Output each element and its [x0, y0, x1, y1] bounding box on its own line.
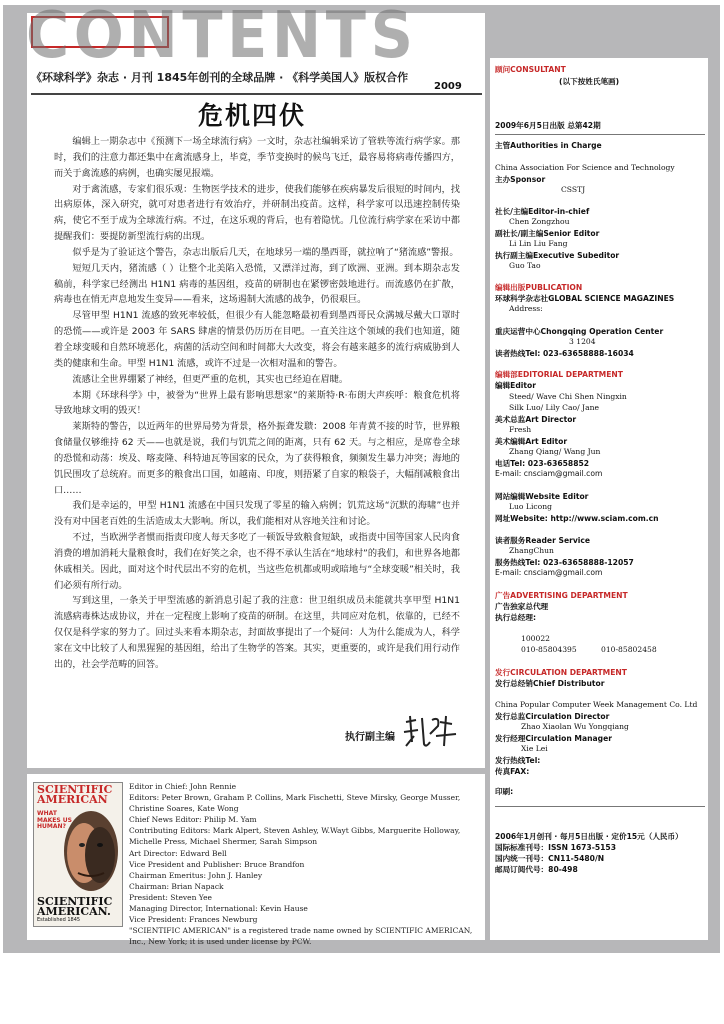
staff-line: "SCIENTIFIC AMERICAN" is a registered trade name owned by SCIENTIFIC AMERICAN, Inc., New York; it is used under license by PCW. [129, 926, 473, 947]
cn-line: 国内统一刊号：CN11-5480/N [495, 854, 605, 863]
circulation-director-names: Zhao Xiaolan Wu Yongqiang [521, 722, 629, 731]
distributor-name: China Popular Computer Week Management Co. Ltd [495, 700, 698, 709]
editors-row: Steed/ Wave Chi Shen Ningxin [509, 392, 627, 401]
header-rule [31, 93, 482, 95]
chongqing-numbers: 3 1204 [569, 337, 596, 346]
editorial-paragraph: 编辑上一期杂志中《预测下一场全球流行病》一文时，杂志社编辑采访了管轶等流行病学家。那时，我们的注意力都还集中在禽流感身上，毕竟，季节变换时的候鸟飞迁，最容易将病毒传播四方，而关于禽流感的病例，也确实屡见报端。 [54, 136, 460, 179]
reader-hotline: 读者热线Tel: 023-63658888-16034 [495, 349, 634, 358]
sponsor-label: 主办Sponsor [495, 175, 546, 184]
circulation-manager-label: 发行经理Circulation Manager [495, 734, 612, 743]
issue-line: 2009年6月5日出版 总第42期 [495, 121, 601, 130]
circulation-manager-name: Xie Lei [521, 744, 548, 753]
website-line: 网址Website: http://www.sciam.com.cn [495, 514, 659, 523]
editors-row: Silk Luo/ Lily Cao/ Jane [509, 403, 599, 412]
divider [495, 134, 705, 135]
postcode: 100022 [521, 634, 550, 643]
exec-subeditor-label: 执行副主编Executive Subeditor [495, 251, 620, 260]
reader-service-label: 读者服务Reader Service [495, 536, 591, 545]
authorities-label: 主管Authorities in Charge [495, 141, 602, 150]
handwritten-signature [400, 712, 460, 752]
price-line: 2006年1月创刊 · 每月5日出版 · 定价15元（人民币） [495, 832, 683, 841]
eic-label: 社长/主编Editor-in-chief [495, 207, 590, 216]
address-label: Address: [509, 304, 543, 313]
editorial-phone: 电话Tel: 023-63658852 [495, 459, 590, 468]
editorial-dept-heading: 编辑部EDITORIAL DEPARTMENT [495, 370, 623, 379]
staff-line: Art Director: Edward Bell [129, 848, 227, 858]
chimp-human-face-image [62, 807, 120, 895]
cover-title: SCIENTIFIC AMERICAN [37, 783, 113, 806]
eic-name: Chen Zongzhou [509, 217, 570, 226]
fax-label: 传真FAX: [495, 767, 530, 776]
banner-year: 2009 [434, 81, 462, 92]
issn-line: 国际标准刊号：ISSN 1673-5153 [495, 843, 616, 852]
publisher-name: 环球科学杂志社GLOBAL SCIENCE MAGAZINES [495, 294, 675, 303]
circulation-tel: 发行热线Tel: [495, 756, 541, 765]
cover-bottom-title: SCIENTIFIC AMERICAN. [37, 895, 113, 918]
cover-tagline: WHAT MAKES US HUMAN? [37, 810, 72, 830]
staff-line: President: Steven Yee [129, 892, 212, 902]
service-hotline: 服务热线Tel: 023-63658888-12057 [495, 558, 634, 567]
reader-service-name: ZhangChun [509, 546, 554, 555]
art-director-name: Fresh [509, 425, 532, 434]
web-editor-label: 网站编辑Website Editor [495, 492, 589, 501]
staff-line: Editors: Peter Brown, Graham P. Collins, Mark Fischetti, Steve Mirsky, George Musser, Christine Soares, Kate Wong [129, 793, 461, 814]
chongqing-center: 重庆运营中心Chongqing Operation Center [495, 327, 664, 336]
printing-label: 印刷: [495, 787, 514, 796]
circulation-director-label: 发行总监Circulation Director [495, 712, 610, 721]
art-director-label: 美术总监Art Director [495, 415, 577, 424]
editorial-paragraph: 似乎是为了验证这个警告，杂志出版后几天，在地球另一端的墨西哥，就拉响了“猪流感”警报。 [72, 246, 459, 258]
editorial-paragraph: 尽管甲型 H1N1 流感的致死率较低，但很少有人能忽略最初看到墨西哥民众满城尽戴大口罩时的恐慌——或许是 2003 年 SARS 肆虐的情景仍历历在目吧。一直关注这个领域的我们也知道，随着全球变暖和自然环境恶化，病菌的活动空间和时间都大大改变，将会有越来越多的流行病威胁到人类的健康和生命。甲型 H1N1 流感，或许不过是一次相对温和的警告。 [54, 310, 460, 369]
staff-line: Editor in Chief: John Rennie [129, 782, 237, 791]
art-editor-label: 美术编辑Art Editor [495, 437, 568, 446]
postal-code-line: 邮局订阅代号：80-498 [495, 865, 578, 874]
editorial-paragraph: 不过，当欧洲学者惯而指责印度人每天多吃了一顿饭导致粮食短缺，或指责中国等国家人民肉食消费的增加消耗大量粮食时，我们在好笑之余，也不得不承认生活在“地球村”的我们，和世界各地都休戚相关。因此，面对这个时代层出不穷的危机，当这些危机都或明或暗地与“全球变暖”相关时，我们必须有所行动。 [54, 532, 460, 591]
association-name: China Association For Science and Technology [495, 163, 675, 172]
ad-tel-1: 010-85804395 [521, 645, 577, 654]
editorial-body [54, 134, 460, 673]
editorial-paragraph: 短短几天内，猪流感（ ）让整个北美陷入恐慌，又漂洋过海，到了欧洲、亚洲。到本期杂志发稿前，科学家已经测出 H1N1 病毒的基因组，疫苗的研制也在紧锣密鼓地进行。而流感仍在扩散，病毒也在悄无声息地发生变异——看来，这场遏制大流感的战争，仍很艰巨。 [54, 262, 460, 306]
ad-agent-label: 广告独家总代理 [495, 602, 549, 611]
signature-label: 执行副主编 [345, 732, 395, 743]
editorial-paragraph: 对于禽流感，专家们很乐观：生物医学技术的进步，使我们能够在疾病暴发后很短的时间内，找出病原体，深入研究，就可对患者进行有效治疗，并研制出疫苗。这样，科学家可以迅速控制传染病，使它不至于成为全球流行病。不过，在这乐观的背后，也有着隐忧。几位流行病学家在采访中都提醒我们：要提防新型流行病的出现。 [54, 183, 460, 243]
web-editor-name: Luo Licong [509, 502, 552, 511]
divider [495, 806, 705, 807]
staff-line: Contributing Editors: Mark Alpert, Steven Ashley, W.Wayt Gibbs, Marguerite Holloway, Michelle Press, Michael Shermer, Sarah Simpson [129, 826, 461, 847]
consultant-note: (以下按姓氏笔画) [559, 77, 620, 86]
staff-line: Chairman: Brian Napack [129, 881, 224, 891]
editorial-paragraph: 流感让全世界绷紧了神经，但更严重的危机，其实也已经迫在眉睫。 [72, 373, 349, 385]
staff-credits-english [129, 781, 477, 947]
magazine-banner: 《环球科学》杂志 · 月刊 1845年创刊的全球品牌 · 《科学美国人》版权合作 [31, 71, 409, 84]
staff-line: Chief News Editor: Philip M. Yam [129, 815, 257, 825]
exec-subeditor-name: Guo Tao [509, 261, 541, 270]
ad-exec-label: 执行总经理: [495, 613, 537, 622]
publication-heading: 编辑出版PUBLICATION [495, 283, 583, 292]
circulation-heading: 发行CIRCULATION DEPARTMENT [495, 668, 627, 677]
staff-line: Vice President and Publisher: Bruce Brandfon [129, 859, 305, 869]
ad-tel-2: 010-85802458 [601, 645, 657, 654]
editorial-paragraph: 本期《环球科学》中，被誉为“世界上最有影响思想家”的莱斯特·R·布朗大声疾呼：粮食危机将导致地球文明的毁灭！ [54, 389, 460, 417]
consultant-heading: 顾问CONSULTANT [495, 65, 566, 74]
editorial-email: E-mail: cnsciam@gmail.com [495, 469, 603, 478]
senior-editor-label: 副社长/副主编Senior Editor [495, 229, 600, 238]
contents-heading: CONTENTS [26, 0, 418, 73]
editorial-paragraph: 写到这里，一条关于甲型流感的新消息引起了我的注意：世卫组织成员未能就共享甲型 H1N1 流感病毒株达成协议，并在一定程度上影响了疫苗的研制。在这里，共同应对危机，依靠的，已经不仅仅是科学家的努力了。回过头来看本期杂志，封面故事提出了一个疑问：人为什么能成为人，科学家在文中比较了人和黑猩猩的基因组，给出了生物学的答案。其实，更重要的，或许是我们用行动作出的，社会学范畴的回答。 [54, 595, 460, 670]
sponsor-value: CSSTJ [561, 185, 586, 194]
service-email: E-mail: cnsciam@gmail.com [495, 568, 603, 577]
staff-line: Managing Director, International: Kevin Hause [129, 904, 308, 914]
advertising-heading: 广告ADVERTISING DEPARTMENT [495, 591, 628, 600]
senior-editor-names: Li Lin Liu Fang [509, 239, 568, 248]
staff-line: Vice President: Frances Newburg [129, 915, 258, 925]
editorial-headline: 危机四伏 [198, 101, 307, 130]
cover-established: Established 1845 [37, 917, 81, 923]
staff-line: Chairman Emeritus: John J. Hanley [129, 870, 263, 880]
magazine-cover-thumbnail [33, 782, 123, 927]
chief-distributor-label: 发行总经销Chief Distributor [495, 679, 605, 688]
editorial-paragraph: 我们是幸运的，甲型 H1N1 流感在中国只发现了零星的输入病例；饥荒这场“沉默的海啸”也并没有对中国老百姓的生活造成太大影响。所以，我们能相对从容地关注和讨论。 [54, 500, 460, 528]
art-editor-names: Zhang Qiang/ Wang Jun [509, 447, 601, 456]
editor-label: 编辑Editor [495, 381, 537, 390]
editorial-paragraph: 莱斯特的警告，以近两年的世界局势为背景，格外振聋发聩：2008 年青黄不接的时节，世界粮食储量仅够维持 62 天——也就是说，我们与饥荒之间的距离，只有 62 天。与之相应，是席卷全球的恐慌和动荡：埃及、喀麦隆、科特迪瓦等国家的民众，为了获得粮食，频频发生暴力冲突；海地的饥民围攻了总统府。而更多的粮食出口国，如越南、印度，则捂紧了自家的粮袋子，大幅削减粮食出口…… [54, 421, 460, 496]
